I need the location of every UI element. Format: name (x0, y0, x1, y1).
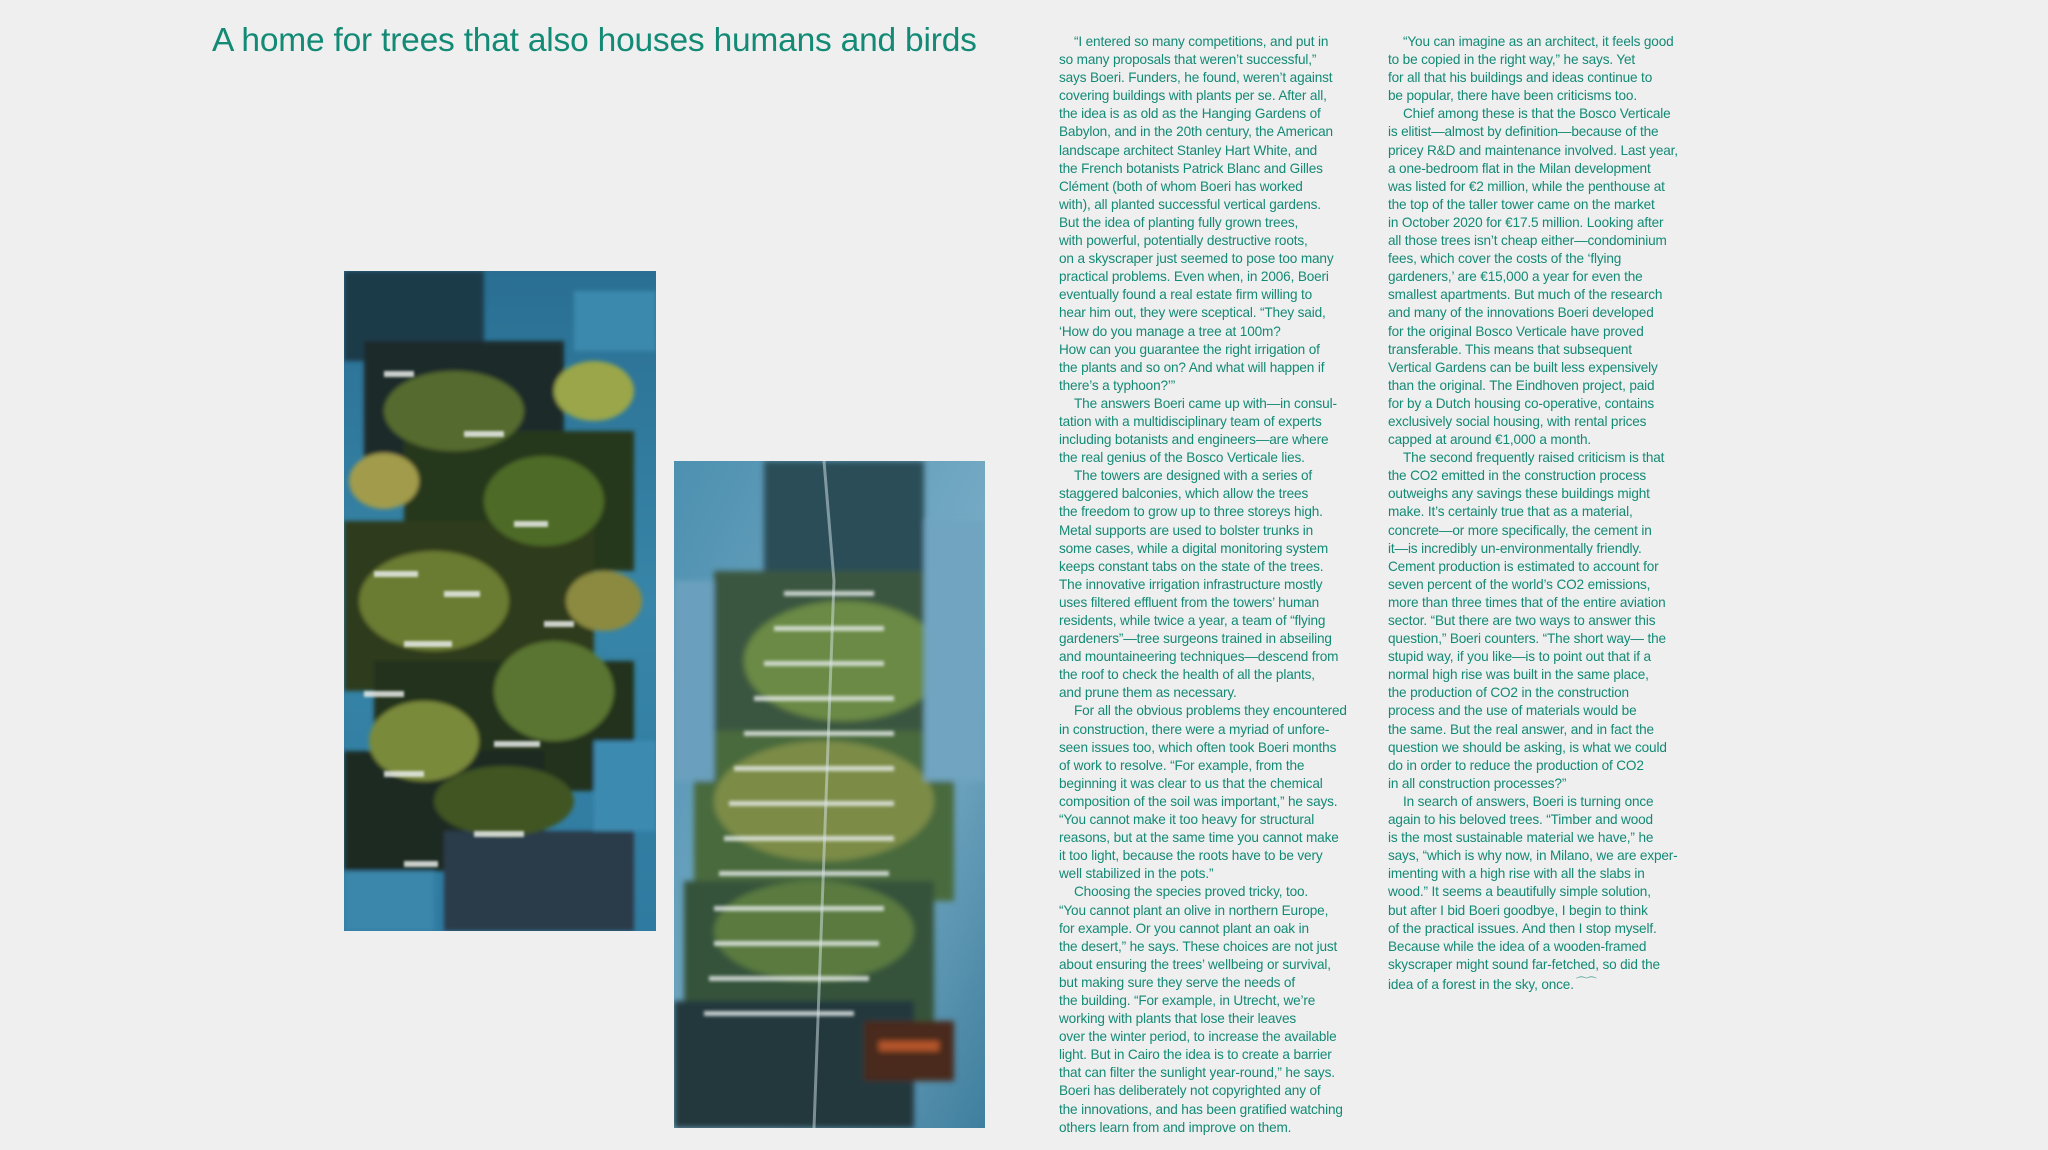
article-text: question we should be asking, is what we could (1388, 739, 1667, 755)
article-text-line (1388, 268, 1710, 286)
article-text-line (1059, 105, 1381, 123)
article-text-line (1059, 449, 1381, 467)
article-text: process and the use of materials would be (1388, 703, 1637, 719)
article-text: of the practical issues. And then I stop myself. (1388, 920, 1657, 936)
article-text: including botanists and engineers—are where (1059, 432, 1329, 448)
article-text: all those trees isn’t cheap either—condominium (1388, 233, 1667, 249)
article-text-line (1388, 630, 1710, 648)
article-text-line (1059, 359, 1381, 377)
article-text: gardeners,’ are €15,000 a year for even the (1388, 269, 1643, 285)
article-text-line (1059, 865, 1381, 883)
article-text-line (1059, 1064, 1381, 1082)
article-text-line (1388, 359, 1710, 377)
article-text-line (1388, 503, 1710, 521)
article-text-line (1059, 142, 1381, 160)
article-text: light. But in Cairo the idea is to create a barrier (1059, 1047, 1332, 1063)
article-text-line (1059, 69, 1381, 87)
article-text-line (1059, 304, 1381, 322)
article-text-line (1388, 956, 1710, 974)
article-text: of work to resolve. “For example, from the (1059, 757, 1305, 773)
article-text: exclusively social housing, with rental prices (1388, 413, 1647, 429)
article-text: Metal supports are used to bolster trunks in (1059, 522, 1314, 538)
article-text-line (1059, 1028, 1381, 1046)
article-headline: A home for trees that also houses humans and birds (212, 22, 977, 59)
article-text-line (1059, 920, 1381, 938)
bosco-verticale-photo-tower (674, 461, 985, 1128)
article-text-line (1059, 286, 1381, 304)
article-text: stupid way, if you like—is to point out that if a (1388, 649, 1651, 665)
article-text-line (1388, 883, 1710, 901)
article-text: on a skyscraper just seemed to pose too many (1059, 251, 1334, 267)
article-text: landscape architect Stanley Hart White, and (1059, 142, 1318, 158)
article-text-line (1388, 702, 1710, 720)
article-text: the innovations, and has been gratified watching (1059, 1101, 1343, 1117)
article-text: The innovative irrigation infrastructure mostly (1059, 576, 1323, 592)
article-text-line (1059, 485, 1381, 503)
article-text-line (1388, 323, 1710, 341)
article-text: for all that his buildings and ideas continue to (1388, 70, 1653, 86)
article-text: residents, while twice a year, a team of “flying (1059, 613, 1326, 628)
article-text: hear him out, they were sceptical. “They said, (1059, 305, 1326, 321)
article-text: tation with a multidisciplinary team of experts (1059, 413, 1322, 429)
article-text: again to his beloved trees. “Timber and wood (1388, 812, 1653, 828)
article-text: outweighs any savings these buildings might (1388, 486, 1650, 502)
article-text-line (1059, 467, 1381, 485)
article-text-line (1059, 702, 1381, 720)
article-text: seven percent of the world’s CO2 emissions, (1388, 576, 1651, 592)
article-text-line (1388, 286, 1710, 304)
article-text-line (1388, 721, 1710, 739)
article-text: ‘How do you manage a tree at 100m? (1059, 323, 1281, 339)
article-text-line (1059, 250, 1381, 268)
article-text-line (1388, 974, 1710, 994)
article-text-line (1059, 576, 1381, 594)
article-text: How can you guarantee the right irrigation of (1059, 341, 1320, 357)
article-text: transferable. This means that subsequent (1388, 341, 1632, 357)
article-text: it too light, because the roots have to be very (1059, 848, 1323, 864)
article-text-line (1388, 757, 1710, 775)
article-text-line (1388, 485, 1710, 503)
article-text: and prune them as necessary. (1059, 685, 1237, 701)
article-text-line (1059, 51, 1381, 69)
article-text-line (1059, 684, 1381, 702)
article-text: beginning it was clear to us that the chemical (1059, 775, 1323, 791)
article-text: Because while the idea of a wooden-framed (1388, 938, 1647, 954)
article-text: concrete—or more specifically, the cement in (1388, 522, 1652, 538)
article-text: to be copied in the right way,” he says. Yet (1388, 52, 1636, 68)
article-text-line (1388, 775, 1710, 793)
article-text: be popular, there have been criticisms too. (1388, 88, 1637, 104)
article-text-line (1059, 775, 1381, 793)
article-text-line (1059, 847, 1381, 865)
article-text-line (1059, 33, 1381, 51)
article-text: But the idea of planting fully grown trees, (1059, 214, 1299, 230)
article-text: more than three times that of the entire aviation (1388, 594, 1666, 610)
article-text-line (1388, 69, 1710, 87)
article-text: is elitist—almost by definition—because of the (1388, 124, 1659, 140)
article-text: for by a Dutch housing co-operative, contains (1388, 395, 1655, 411)
article-text: a one-bedroom flat in the Milan development (1388, 160, 1651, 176)
article-text: the French botanists Patrick Blanc and Gilles (1059, 160, 1323, 176)
article-text-line (1059, 902, 1381, 920)
article-text: the desert,” he says. These choices are not just (1059, 938, 1338, 954)
article-text-line (1059, 232, 1381, 250)
article-text-line (1059, 829, 1381, 847)
article-text-line (1388, 522, 1710, 540)
article-text-line (1059, 323, 1381, 341)
article-text: the production of CO2 in the construction (1388, 685, 1629, 701)
article-text: do in order to reduce the production of CO2 (1388, 757, 1644, 773)
article-text: “You cannot plant an olive in northern Europe, (1059, 902, 1329, 918)
article-text: says, “which is why now, in Milano, we are exper- (1388, 848, 1678, 864)
article-text-line (1059, 503, 1381, 521)
article-text-line (1388, 377, 1710, 395)
article-text: but after I bid Boeri goodbye, I begin to think (1388, 902, 1648, 918)
article-text: Babylon, and in the 20th century, the American (1059, 124, 1333, 140)
article-text: Choosing the species proved tricky, too. (1074, 884, 1309, 900)
article-text-line (1059, 883, 1381, 901)
article-text: wood.” It seems a beautifully simple solution, (1388, 884, 1651, 900)
article-text-line (1388, 250, 1710, 268)
article-text: Cement production is estimated to account for (1388, 558, 1659, 574)
article-text: the plants and so on? And what will happen if (1059, 359, 1325, 375)
article-text-line (1388, 449, 1710, 467)
article-text: for example. Or you cannot plant an oak in (1059, 920, 1309, 936)
article-text: in construction, there were a myriad of unfore- (1059, 721, 1330, 737)
article-text: the freedom to grow up to three storeys high. (1059, 504, 1323, 520)
article-text-line (1059, 666, 1381, 684)
article-text: imenting with a high rise with all the slabs in (1388, 866, 1645, 882)
bosco-verticale-photo-closeup (344, 271, 656, 931)
article-text-line (1388, 395, 1710, 413)
article-text: the roof to check the health of all the plants, (1059, 667, 1315, 683)
article-text: “You cannot make it too heavy for structural (1059, 812, 1315, 828)
article-text-line (1388, 341, 1710, 359)
article-text: some cases, while a digital monitoring system (1059, 540, 1329, 556)
article-text: that can filter the sunlight year-round,” he says. (1059, 1065, 1335, 1081)
article-text: the real genius of the Bosco Verticale lies. (1059, 450, 1305, 466)
article-text-line (1059, 413, 1381, 431)
article-text: For all the obvious problems they encountered (1074, 703, 1347, 719)
article-text: fees, which cover the costs of the ‘flying (1388, 251, 1622, 267)
article-text-line (1388, 648, 1710, 666)
article-text: keeps constant tabs on the state of the trees. (1059, 558, 1324, 574)
article-text-line (1059, 594, 1381, 612)
article-text: practical problems. Even when, in 2006, Boeri (1059, 269, 1329, 285)
article-text: well stabilized in the pots.” (1059, 866, 1214, 882)
article-text-line (1059, 160, 1381, 178)
article-text: covering buildings with plants per se. After all, (1059, 88, 1327, 104)
article-text: seen issues too, which often took Boeri months (1059, 739, 1337, 755)
article-text-line (1059, 793, 1381, 811)
article-text-line (1388, 739, 1710, 757)
article-text: smallest apartments. But much of the research (1388, 287, 1663, 303)
article-text: pricey R&D and maintenance involved. Last year, (1388, 142, 1678, 158)
article-text-line (1059, 540, 1381, 558)
article-text: the idea is as old as the Hanging Gardens of (1059, 106, 1321, 122)
article-text-line (1059, 648, 1381, 666)
article-text-line (1059, 630, 1381, 648)
article-text: The second frequently raised criticism is that (1403, 450, 1665, 466)
article-text-line (1388, 123, 1710, 141)
article-text-line (1059, 196, 1381, 214)
article-text: and mountaineering techniques—descend from (1059, 649, 1339, 665)
article-text-line (1059, 1119, 1381, 1137)
article-text: Chief among these is that the Bosco Verticale (1403, 106, 1671, 122)
article-text-line (1388, 920, 1710, 938)
article-text: than the original. The Eindhoven project, paid (1388, 377, 1655, 393)
article-text: The answers Boeri came up with—in consul- (1074, 395, 1337, 411)
article-text: reasons, but at the same time you cannot make (1059, 830, 1339, 846)
article-text: uses filtered effluent from the towers’ human (1059, 594, 1319, 610)
article-text-line (1059, 341, 1381, 359)
article-text: normal high rise was built in the same place, (1388, 667, 1649, 683)
article-text-line (1388, 51, 1710, 69)
article-text-line (1388, 214, 1710, 232)
article-text-line (1388, 793, 1710, 811)
article-text-line (1388, 431, 1710, 449)
article-text-line (1059, 1010, 1381, 1028)
article-text-line (1388, 105, 1710, 123)
article-text-line (1059, 377, 1381, 395)
article-text-line (1059, 178, 1381, 196)
article-text: others learn from and improve on them. (1059, 1119, 1292, 1135)
article-text: about ensuring the trees’ wellbeing or survival, (1059, 956, 1331, 972)
article-text-line (1059, 811, 1381, 829)
article-text: In search of answers, Boeri is turning once (1403, 793, 1654, 809)
article-text: says Boeri. Funders, he found, weren’t against (1059, 70, 1333, 86)
article-text: the top of the taller tower came on the market (1388, 196, 1655, 212)
article-text-line (1388, 196, 1710, 214)
article-text: was listed for €2 million, while the penthouse at (1388, 178, 1665, 194)
article-text: in October 2020 for €17.5 million. Looking after (1388, 214, 1664, 230)
article-text: the CO2 emitted in the construction process (1388, 468, 1647, 484)
article-text: there’s a typhoon?’” (1059, 377, 1176, 393)
article-text: “You can imagine as an architect, it feels good (1403, 34, 1674, 49)
article-column-2 (1388, 33, 1710, 994)
article-text-line (1388, 902, 1710, 920)
article-text-line (1059, 739, 1381, 757)
article-text: the building. “For example, in Utrecht, we’re (1059, 992, 1316, 1008)
article-text: Boeri has deliberately not copyrighted any of (1059, 1083, 1321, 1099)
article-text: eventually found a real estate firm willing to (1059, 287, 1313, 303)
article-text-line (1388, 666, 1710, 684)
article-text-line (1059, 1082, 1381, 1100)
article-text-line (1059, 612, 1381, 630)
article-text: idea of a forest in the sky, once. (1388, 976, 1574, 992)
article-text: for the original Bosco Verticale have proved (1388, 323, 1644, 339)
article-text: skyscraper might sound far-fetched, so did the (1388, 956, 1660, 972)
article-text: gardeners”—tree surgeons trained in abseiling (1059, 631, 1332, 647)
article-text-line (1059, 974, 1381, 992)
article-text: but making sure they serve the needs of (1059, 974, 1295, 990)
article-text-line (1388, 811, 1710, 829)
article-text-line (1059, 956, 1381, 974)
end-mark-icon: ⌒⌒ (1575, 976, 1596, 989)
article-text-line (1388, 612, 1710, 630)
article-text-line (1388, 304, 1710, 322)
article-text-line (1388, 413, 1710, 431)
article-text-line (1388, 576, 1710, 594)
article-text-line (1059, 992, 1381, 1010)
article-text: it—is incredibly un-environmentally friendly. (1388, 540, 1642, 556)
article-text-line (1059, 268, 1381, 286)
article-text: make. It’s certainly true that as a material, (1388, 504, 1633, 520)
article-text: “I entered so many competitions, and put in (1074, 34, 1329, 49)
article-text-line (1388, 232, 1710, 250)
article-text: Vertical Gardens can be built less expensively (1388, 359, 1658, 375)
article-text-line (1059, 1101, 1381, 1119)
article-text: sector. “But there are two ways to answer this (1388, 613, 1656, 628)
article-text-line (1388, 178, 1710, 196)
article-text: question,” Boeri counters. “The short way— the (1388, 631, 1666, 647)
article-text-line (1059, 558, 1381, 576)
article-text: over the winter period, to increase the available (1059, 1029, 1337, 1045)
article-text-line (1388, 33, 1710, 51)
article-text-line (1388, 540, 1710, 558)
article-text: composition of the soil was important,” he says. (1059, 793, 1338, 809)
article-text-line (1059, 214, 1381, 232)
article-text-line (1059, 757, 1381, 775)
article-text: capped at around €1,000 a month. (1388, 432, 1592, 448)
article-text-line (1388, 558, 1710, 576)
article-text-line (1059, 1046, 1381, 1064)
article-text-line (1388, 829, 1710, 847)
article-text: so many proposals that weren’t successful,” (1059, 52, 1317, 68)
article-text: is the most sustainable material we have,” he (1388, 830, 1654, 846)
article-text-line (1388, 594, 1710, 612)
article-text-line (1059, 87, 1381, 105)
article-text: and many of the innovations Boeri developed (1388, 305, 1654, 321)
article-text: in all construction processes?” (1388, 775, 1567, 791)
article-text-line (1388, 684, 1710, 702)
article-text: with), all planted successful vertical gardens. (1059, 196, 1321, 212)
article-text-line (1059, 721, 1381, 739)
article-text: The towers are designed with a series of (1074, 468, 1313, 484)
article-text-line (1059, 938, 1381, 956)
article-text-line (1059, 522, 1381, 540)
article-text: staggered balconies, which allow the trees (1059, 486, 1309, 502)
article-text-line (1059, 123, 1381, 141)
article-text-line (1388, 847, 1710, 865)
article-text-line (1059, 395, 1381, 413)
article-text-line (1059, 431, 1381, 449)
article-text: working with plants that lose their leaves (1059, 1011, 1297, 1027)
article-column-1 (1059, 33, 1381, 1137)
article-text-line (1388, 160, 1710, 178)
article-text-line (1388, 87, 1710, 105)
article-text: the same. But the real answer, and in fact the (1388, 721, 1654, 737)
article-text: Clément (both of whom Boeri has worked (1059, 178, 1303, 194)
article-text-line (1388, 142, 1710, 160)
article-text-line (1388, 865, 1710, 883)
article-text: with powerful, potentially destructive roots, (1059, 233, 1308, 249)
article-text-line (1388, 467, 1710, 485)
article-text-line (1388, 938, 1710, 956)
